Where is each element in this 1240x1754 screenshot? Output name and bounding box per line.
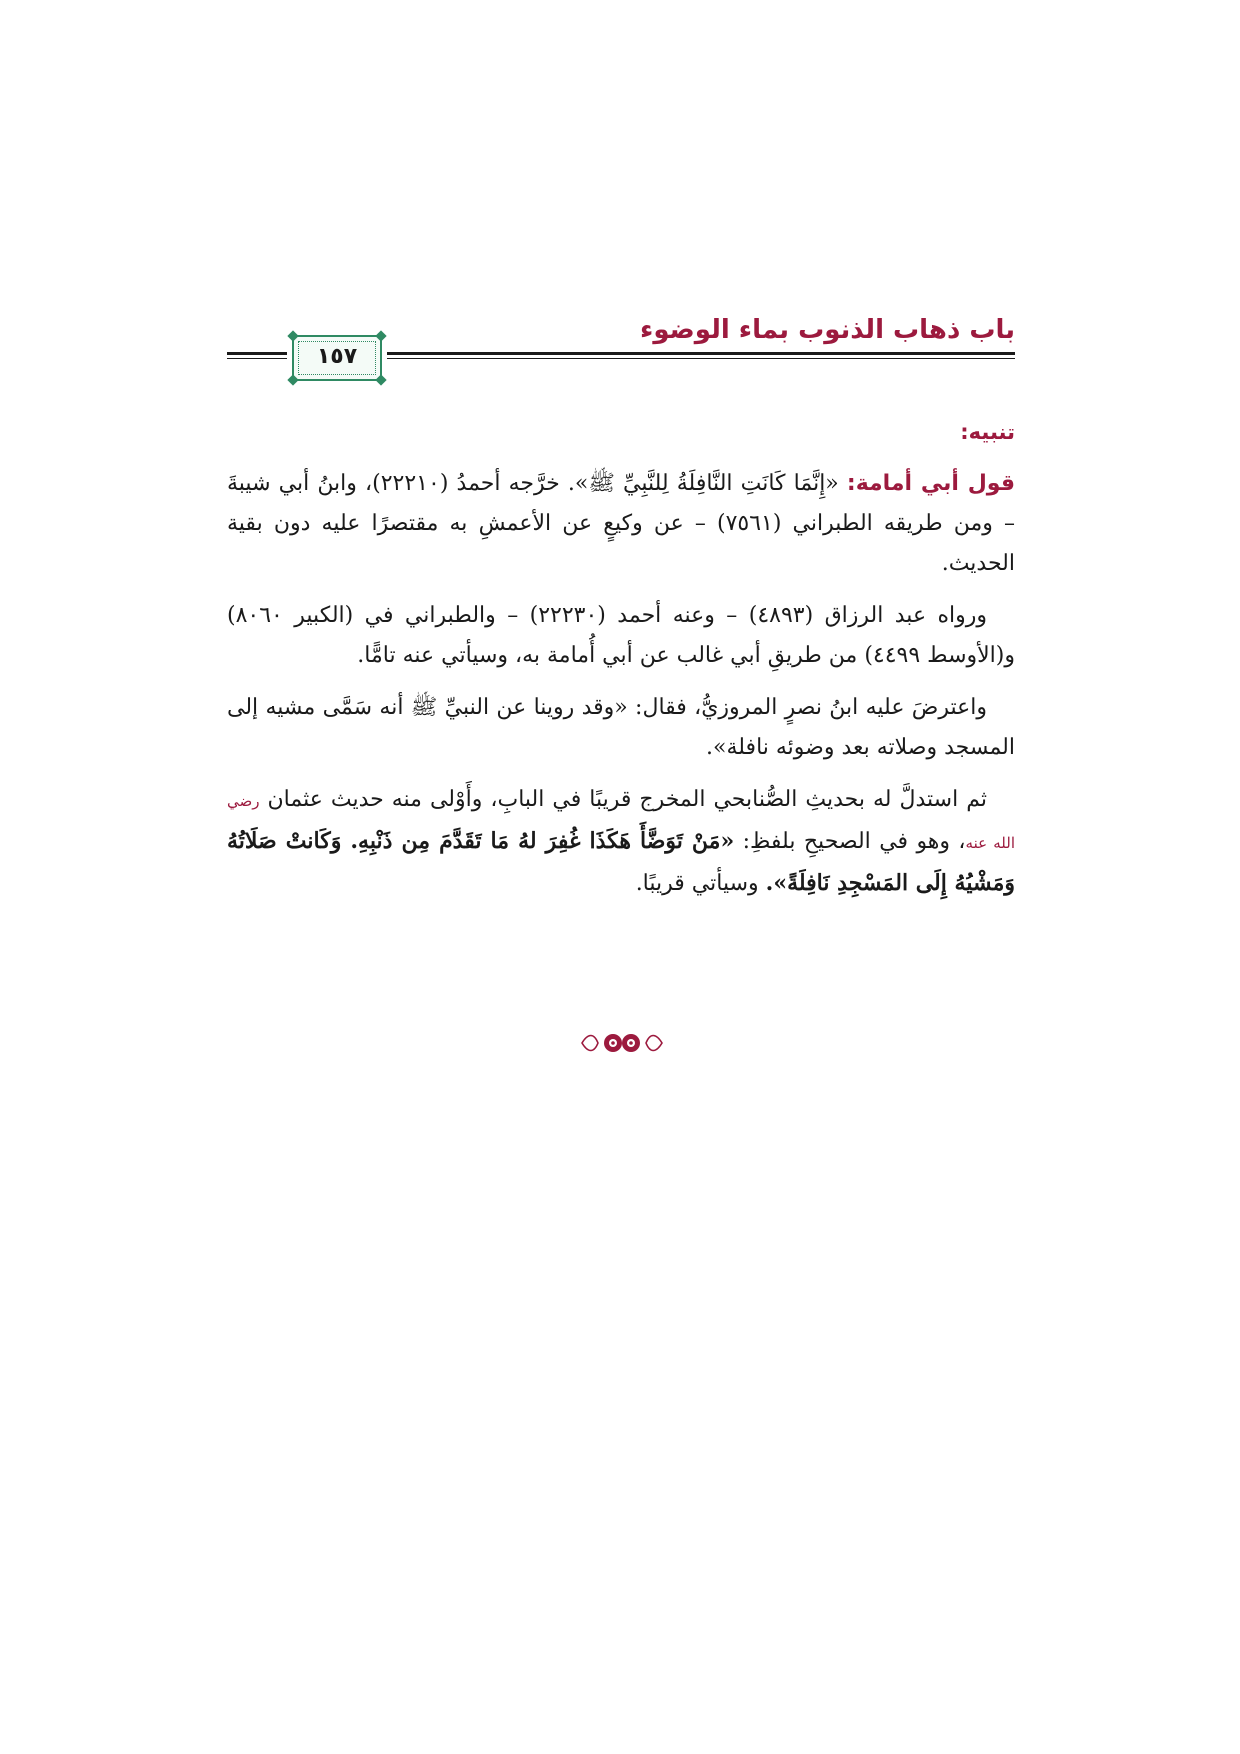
badge-corner-top-left — [287, 330, 298, 341]
paragraph-1-quote: «إِنَّمَا كَانَتِ النَّافِلَةُ لِلنَّبِيِّ ﷺ». — [567, 471, 839, 496]
paragraph-3: واعترضَ عليه ابنُ نصرٍ المروزيُّ، فقال: «وقد روينا عن النبيِّ ﷺ أنه سَمَّى مشيه إلى المسجد وصلاته بعد وضوئه نافلة». — [227, 695, 1015, 760]
running-header — [227, 315, 1015, 385]
badge-corner-top-right — [375, 330, 386, 341]
paragraph-4-end: وسيأتي قريبًا. — [635, 871, 766, 896]
header-rule-right-thick — [387, 352, 1015, 355]
paragraph-4-intro: ثم استدلَّ له بحديثِ الصُّنابحي المخرج قريبًا في البابِ، وأَوْلى منه حديث عثمان — [259, 787, 987, 812]
badge-corner-bottom-right — [375, 374, 386, 385]
paragraph-4 — [227, 780, 1015, 904]
chapter-title: باب ذهاب الذنوب بماء الوضوء — [640, 315, 1015, 345]
paragraph-1-text: خرَّجه أحمدُ (٢٢٢١٠)، وابنُ أبي شيبةَ – ومن طريقه الطبراني (٧٥٦١) – عن وكيعٍ عن الأعمشِ به مقتصرًا عليه دون بقية الحديث. — [227, 471, 1015, 576]
paragraph-1 — [227, 464, 1015, 584]
paragraph-4-middle: ، وهو في الصحيحِ بلفظِ: — [734, 829, 966, 854]
paragraph-2: ورواه عبد الرزاق (٤٨٩٣) – وعنه أحمد (٢٢٢٣٠) – والطبراني في (الكبير ٨٠٦٠) و(الأوسط ٤٤٩٩) من طريقِ أبي غالب عن أبي أُمامة به، وسيأتي عنه تامًّا. — [227, 603, 1015, 668]
header-rule-right-thin — [387, 358, 1015, 359]
floral-divider-icon — [580, 1025, 664, 1061]
header-rule-left-thin — [227, 358, 287, 359]
page-number: ١٥٧ — [316, 344, 358, 369]
header-rule-left-thick — [227, 352, 287, 355]
paragraph-1-label: قول أبي أمامة: — [846, 471, 1015, 496]
page-body — [227, 412, 1015, 916]
page-number-frame-icon — [292, 335, 382, 381]
honorific-ligature: رضي الله عنه — [227, 792, 1015, 852]
note-heading: تنبيه: — [960, 420, 1015, 444]
badge-corner-bottom-left — [287, 374, 298, 385]
hadith-quote: «مَنْ تَوَضَّأَ هَكَذَا غُفِرَ لهُ مَا تَقَدَّمَ مِن ذَنْبِهِ. وَكَانتْ صَلَاتُهُ وَمَشْيُهُ إِلَى المَسْجِدِ نَافِلَةً». — [227, 828, 1015, 896]
